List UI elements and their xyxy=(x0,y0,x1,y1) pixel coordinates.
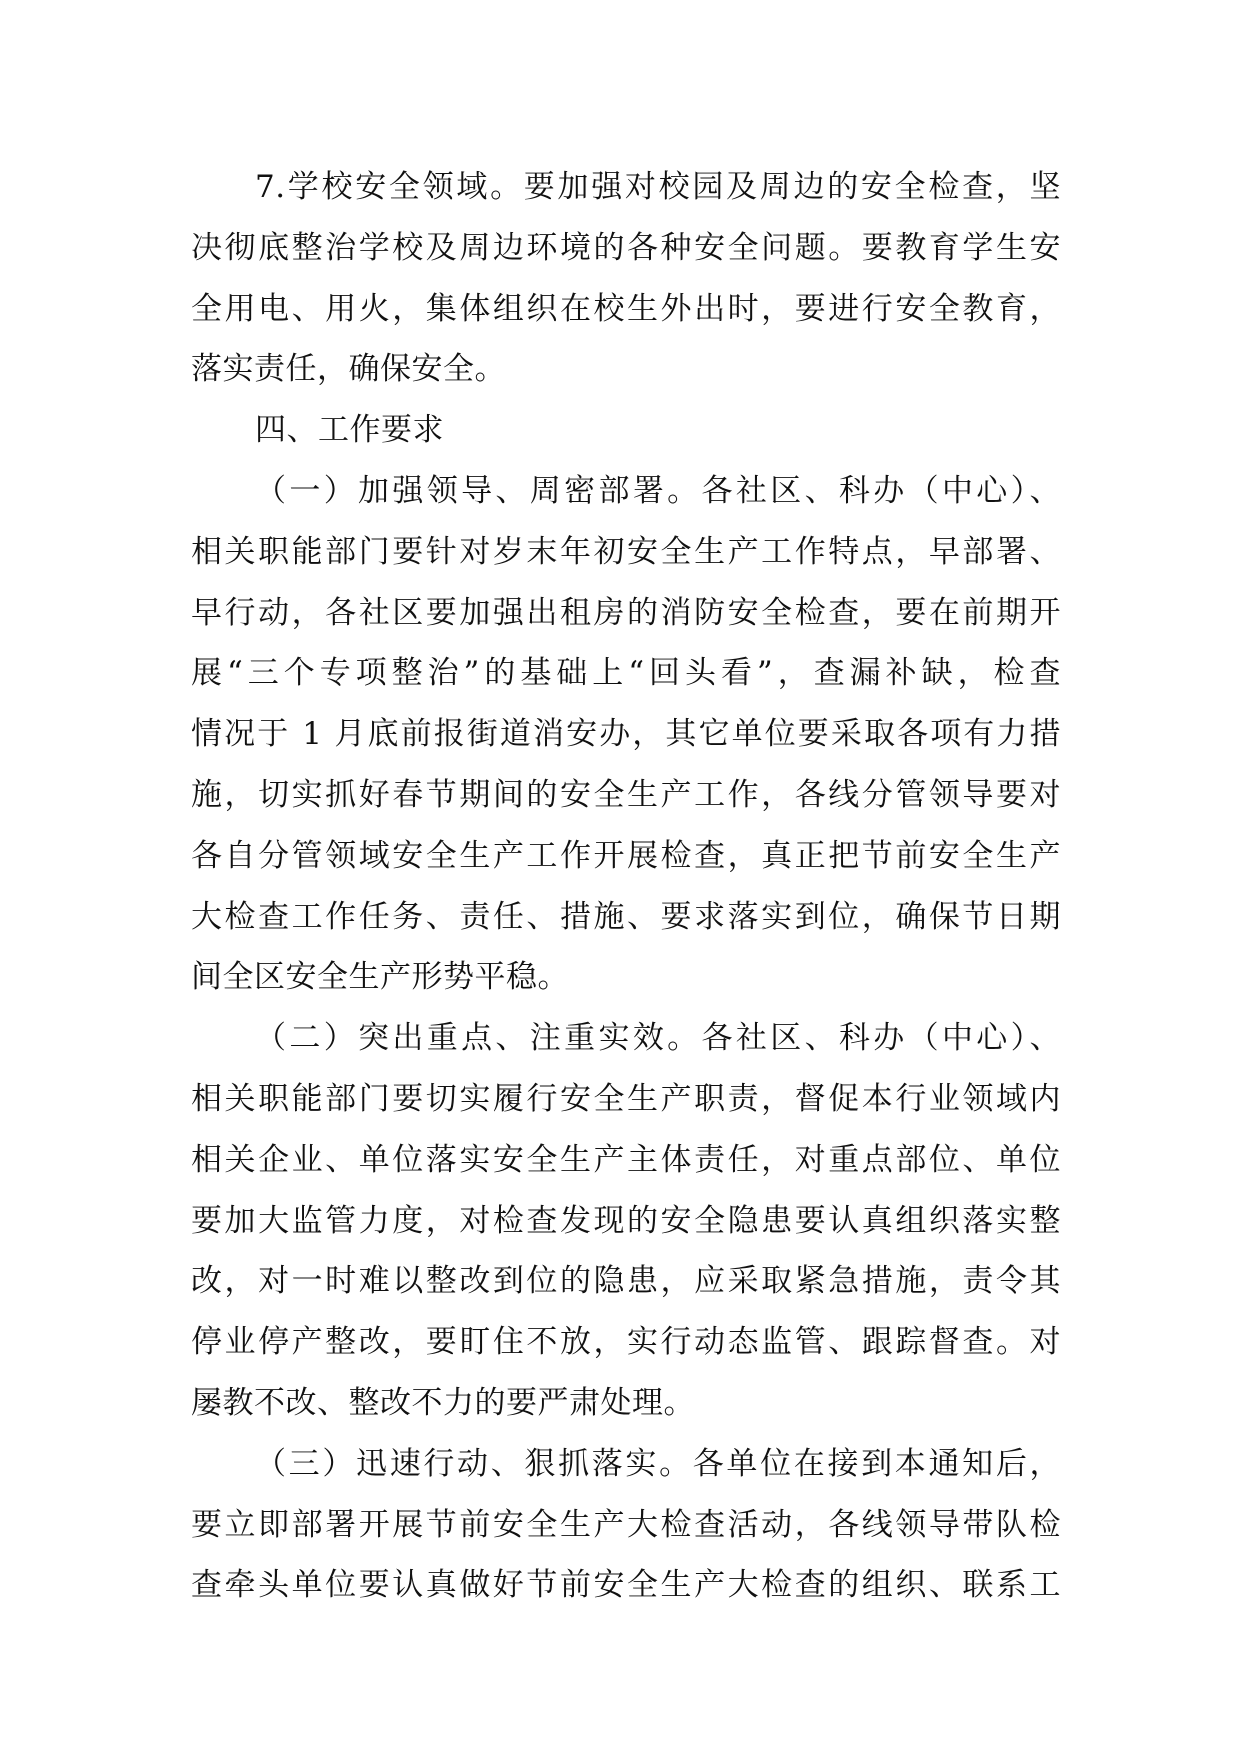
text-line: 间全区安全生产形势平稳。 xyxy=(191,959,569,996)
text-line: 停业停产整改，要盯住不放，实行动态监管、跟踪督查。对 xyxy=(191,1324,1061,1361)
text-line: 决彻底整治学校及周边环境的各种安全问题。要教育学生安 xyxy=(191,229,1061,266)
text-line: 早行动，各社区要加强出租房的消防安全检查，要在前期开 xyxy=(191,594,1061,631)
text-line: 全用电、用火，集体组织在校生外出时，要进行安全教育， xyxy=(191,290,1061,327)
text-line: 展“三个专项整治”的基础上“回头看”，查漏补缺，检查 xyxy=(191,655,1061,692)
text-line: 改，对一时难以整改到位的隐患，应采取紧急措施，责令其 xyxy=(191,1263,1061,1300)
text-line: 落实责任，确保安全。 xyxy=(191,351,506,388)
text-line: 情况于 1 月底前报街道消安办，其它单位要采取各项有力措 xyxy=(191,716,1061,753)
text-line: 大检查工作任务、责任、措施、要求落实到位，确保节日期 xyxy=(191,898,1061,935)
text-line: 相关职能部门要切实履行安全生产职责，督促本行业领域内 xyxy=(191,1080,1061,1117)
text-line: 相关企业、单位落实安全生产主体责任，对重点部位、单位 xyxy=(191,1141,1061,1178)
text-line: 要立即部署开展节前安全生产大检查活动，各线领导带队检 xyxy=(191,1506,1061,1543)
document-body xyxy=(191,157,1061,1616)
text-line: 屡教不改、整改不力的要严肃处理。 xyxy=(191,1384,695,1421)
text-line: （二）突出重点、注重实效。各社区、科办（中心）、 xyxy=(255,1020,1061,1057)
text-line: （三）迅速行动、狠抓落实。各单位在接到本通知后， xyxy=(255,1445,1061,1482)
text-line: 7.学校安全领域。要加强对校园及周边的安全检查，坚 xyxy=(255,169,1061,205)
text-line: 各自分管领域安全生产工作开展检查，真正把节前安全生产 xyxy=(191,837,1061,874)
text-line: （一）加强领导、周密部署。各社区、科办（中心）、 xyxy=(255,472,1061,509)
text-line: 相关职能部门要针对岁末年初安全生产工作特点，早部署、 xyxy=(191,533,1061,570)
text-line: 四、工作要求 xyxy=(255,412,444,449)
text-line: 要加大监管力度，对检查发现的安全隐患要认真组织落实整 xyxy=(191,1202,1061,1239)
text-line: 查牵头单位要认真做好节前安全生产大检查的组织、联系工 xyxy=(191,1567,1061,1604)
text-line: 施，切实抓好春节期间的安全生产工作，各线分管领导要对 xyxy=(191,776,1061,813)
